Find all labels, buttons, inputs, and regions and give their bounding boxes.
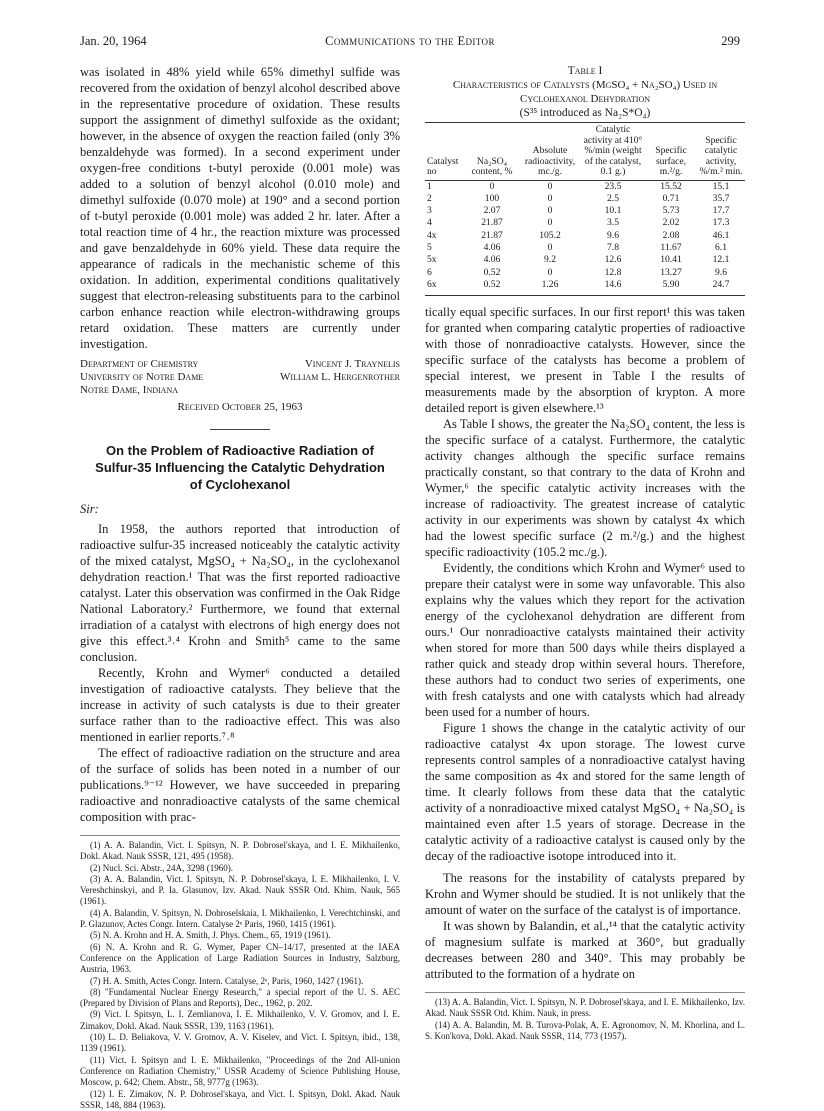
signature-inst-line: Department of Chemistry xyxy=(80,358,199,370)
table-header-row xyxy=(425,123,745,181)
table-cell: 3.5 xyxy=(607,217,619,229)
running-header xyxy=(80,34,740,50)
table-cell: 6x xyxy=(427,278,437,290)
footnote: (10) L. D. Beliakova, V. V. Gromov, A. V. Kiselev, and Vict. I. Spitsyn, ibid., 138, 1139 (1961). xyxy=(80,1032,400,1054)
body-paragraph: Recently, Krohn and Wymer⁶ conducted a detailed investigation of radioactive catalysts. They believe that the increase in activity of such catalysts is due to their greater surface rather than to the radioactive effect. This was also mentioned in earlier reports.⁷˒⁸ xyxy=(80,666,400,744)
header-page-number: 299 xyxy=(721,34,740,48)
footnote: (5) N. A. Krohn and H. A. Smith, J. Phys. Chem., 65, 1919 (1961). xyxy=(90,930,331,941)
table-cell: 0 xyxy=(547,217,553,229)
table-title: Cyclohexanol Dehydration xyxy=(519,93,651,105)
table-cell: 5x xyxy=(427,254,437,266)
signature-institution xyxy=(80,358,203,397)
table-cell: 2.08 xyxy=(662,229,680,241)
article-title: On the Problem of Radioactive Radiation of Sulfur-35 Influencing the Catalytic Dehydration of Cyclohexanol xyxy=(95,443,385,492)
table-cell: 3 xyxy=(427,205,432,217)
table-cell: 9.2 xyxy=(544,254,556,266)
table-cell: 9.6 xyxy=(715,266,727,278)
table-cell: 12.1 xyxy=(712,254,730,266)
table-cell: 11.67 xyxy=(660,241,682,253)
table-cell: 12.6 xyxy=(604,254,622,266)
table-cell: 5.90 xyxy=(662,278,680,290)
table-cell: 15.1 xyxy=(712,180,730,192)
table-header-cell: Specific surface, m.²/g. xyxy=(655,145,687,177)
table-cell: 0.52 xyxy=(483,278,501,290)
table-cell: 12.8 xyxy=(604,266,622,278)
body-paragraph: As Table I shows, the greater the Na₂SO₄ content, the less is the specific surface of a catalyst. Furthermore, the catalytic activity changes although the specific surface remains practically constant, so that contrary to the data of Krohn and Wymer,⁶ the specific catalytic activity increases with the increase of radioactivity. The greatest increase of catalytic activity in our experiments was shown by catalyst 4x which had the lowest specific surface (2 m.²/g.) and the highest specific radioactivity (105.2 mc./g.). xyxy=(425,417,745,560)
table-cell: 46.1 xyxy=(712,229,730,241)
body-paragraph: The reasons for the instability of catalysts prepared by Krohn and Wymer should be studied. It is not unlikely that the amount of water on the surface of the catalyst is of importance. xyxy=(425,871,745,918)
right-body xyxy=(425,304,745,982)
signature-inst-line: Notre Dame, Indiana xyxy=(80,384,179,396)
table-cell: 17.7 xyxy=(712,205,730,217)
footnote: (3) A. A. Balandin, Vict. I. Spitsyn, N. P. Dobrosel'skaya, I. E. Mikhailenko, I. V. Vereshchinskyi, and P. Ia. Glasunov, Izv. Akad. Nauk SSSR Otd. Khim. Nauk, 565 (1961). xyxy=(80,873,400,907)
table-cell: 21.87 xyxy=(481,217,503,229)
table-cell: 14.6 xyxy=(604,278,622,290)
table-cell: 0 xyxy=(547,266,553,278)
table-cell: 100 xyxy=(484,192,500,204)
table-header-cell: Absolute radioactivity, mc./g. xyxy=(524,145,576,177)
table-cell: 1.26 xyxy=(541,278,559,290)
footnote: (9) Vict. I. Spitsyn, L. I. Zemlianova, I. E. Mikhailenko, V. V. Gromov, and I. E. Zimakov, Dokl. Akad. Nauk SSSR, 139, 1163 (1961). xyxy=(80,1009,400,1031)
footnote: (1) A. A. Balandin, Vict. I. Spitsyn, N. P. Dobrosel'skaya, and I. E. Mikhailenko, Dokl. Akad. Nauk SSSR, 121, 495 (1958). xyxy=(80,840,400,862)
footnotes-right xyxy=(425,992,745,1042)
footnotes-left xyxy=(80,835,400,1111)
signature-authors xyxy=(280,358,400,397)
table-cell: 4.06 xyxy=(483,241,501,253)
table-row xyxy=(425,217,745,229)
table-row xyxy=(425,205,745,217)
table-cell: 6.1 xyxy=(715,241,727,253)
table-cell: 5.73 xyxy=(662,205,680,217)
table-row xyxy=(425,267,745,279)
table-cell: 4 xyxy=(427,217,432,229)
table-row xyxy=(425,279,745,296)
body-paragraph: Figure 1 shows the change in the catalytic activity of our radioactive catalyst 4x upon storage. The lowest curve represents control samples of a nonradioactive catalyst having the same composition as 4x and stored for the same length of time. It clearly follows from these data that the catalytic activity of a nonradioactive mixed catalyst MgSO₄ + Na₂SO₄ is maintained even after 1.5 years of storage. Decrease in the catalytic activity of a radioactive catalyst is caused only by the decay of the radioactive isotope introduced into it. xyxy=(425,721,745,864)
table-body xyxy=(425,180,745,296)
table-cell: 0.52 xyxy=(483,266,501,278)
table-cell: 2 xyxy=(427,192,432,204)
table-header-cell: Na₂SO₄ content, % xyxy=(471,155,513,177)
table-cell: 24.7 xyxy=(712,278,730,290)
footnote: (14) A. A. Balandin, M. B. Turova-Polak, A. E. Agronomov, N. M. Khorlina, and L. S. Kon'kova, Dokl. Akad. Nauk SSSR, 114, 773 (1957). xyxy=(425,1019,745,1042)
table-cell: 0 xyxy=(547,205,553,217)
received-date: Received October 25, 1963 xyxy=(177,401,303,413)
salutation: Sir: xyxy=(80,502,99,516)
table-cell: 0 xyxy=(547,241,553,253)
table-row xyxy=(425,242,745,254)
left-column xyxy=(80,64,400,1111)
table-row xyxy=(425,254,745,266)
table-cell: 15.52 xyxy=(660,180,682,192)
continued-paragraph: was isolated in 48% yield while 65% dimethyl sulfide was recovered from the oxidation of benzyl alcohol described above in the representative procedure of oxidation. These results support the assignment of dimethyl sulfoxide as the oxidant; however, in the absence of oxygen the reaction failed (only 3% benzaldehyde was formed). In a second experiment under oxygen-free conditions t-butyl peroxide (0.001 mole) was added to a solution of benzyl alcohol (0.010 mole) and dimethyl sulfoxide (0.070 mole) at 190° and a second portion of t-butyl peroxide (0.001 mole) was added 2 hr. later. After a total reaction time of 4 hr., the reaction mixture was processed and gave benzaldehyde in 60% yield. These data require the appearance of radicals in the mechanistic scheme of this oxidation. In addition, experimental conditions qualitatively suggest that electron-releasing substituents para to the carbinol carbon enhance reaction while electron-withdrawing groups retard oxidation. These matters are currently under investigation. xyxy=(80,65,400,351)
header-date: Jan. 20, 1964 xyxy=(80,34,147,48)
table-header-cell: Catalytic activity at 410° %/min (weight of the catalyst, 0.1 g.) xyxy=(583,124,643,177)
table-cell: 4.06 xyxy=(483,254,501,266)
body-paragraph: The effect of radioactive radiation on the structure and area of the surface of solids has been noted in a number of our publications.⁹⁻¹² However, we have succeeded in preparing radioactive and nonradioactive catalysts of the same chemical composition with prac- xyxy=(80,746,400,824)
footnote: (12) I. E. Zimakov, N. P. Dobrosel'skaya, and Vict. I. Spitsyn, Dokl. Akad. Nauk SSSR, 148, 884 (1963). xyxy=(80,1088,400,1110)
table-row xyxy=(425,180,745,193)
body-paragraph: In 1958, the authors reported that introduction of radioactive sulfur-35 increased noticeably the catalytic activity of the mixed catalyst, MgSO₄ + Na₂SO₄, in the cyclohexanol dehydration reaction.¹ That was the first reported radioactive catalyst. Later this observation was confirmed in the Oak Ridge National Laboratory.² Furthermore, we found that external irradiation of a catalyst with electrons of high energy does not give this effect.³˒⁴ Krohn and Smith⁵ came to the same conclusion. xyxy=(80,522,400,664)
body-paragraph: tically equal specific surfaces. In our first report¹ this was taken for granted when comparing catalytic properties of radioactive with those of nonradioactive catalysts. However, since the specific surface of the catalysts has become a problem of special interest, we present in Table I the results of measurements made by the absorption of krypton. A more detailed report is given elsewhere.¹³ xyxy=(425,305,745,416)
table-header-cell: Catalyst no xyxy=(427,155,459,177)
footnote: (6) N. A. Krohn and R. G. Wymer, Paper CN–14/17, presented at the IAEA Conference on the Application of Large Radiation Sources in Industry, Salzburg, Austria, 1963. xyxy=(80,941,400,975)
table-row xyxy=(425,193,745,205)
right-column xyxy=(425,64,745,1042)
header-journal: Communications to the Editor xyxy=(325,34,495,48)
table-cell: 0.71 xyxy=(662,192,680,204)
table-cell: 17.3 xyxy=(712,217,730,229)
table-cell: 10.41 xyxy=(660,254,682,266)
table-cell: 105.2 xyxy=(539,229,561,241)
table-number: Table I xyxy=(567,65,603,77)
table-cell: 10.1 xyxy=(604,205,622,217)
footnote: (8) "Fundamental Nuclear Energy Research," a special report of the U. S. AEC (Prepared by Division of Plans and Reports), Dec., 1962, p. 202. xyxy=(80,986,400,1009)
section-divider xyxy=(210,429,270,430)
table-title: Characteristics of Catalysts (MgSO₄ + Na₂SO₄) Used in xyxy=(452,79,718,91)
table-cell: 5 xyxy=(427,241,432,253)
table-header-cell: Specific catalytic activity, %/m.² min. xyxy=(699,134,743,177)
table-cell: 21.87 xyxy=(481,229,503,241)
table-cell: 6 xyxy=(427,266,432,278)
table-cell: 0 xyxy=(547,192,553,204)
table-cell: 7.8 xyxy=(607,241,619,253)
table-cell: 1 xyxy=(427,180,432,192)
footnote: (11) Vict. I. Spitsyn and I. E. Mikhailenko, "Proceedings of the 2nd All-union Conference on Radiation Chemistry," USSR Academy of Science Publishing House, Moscow, p. 642; Chem. Abstr., 58, 9777g (1963). xyxy=(80,1054,400,1088)
table-cell: 0 xyxy=(489,180,495,192)
table-cell: 9.6 xyxy=(607,229,619,241)
table-subtitle: (S³⁵ introduced as Na₂S*O₄) xyxy=(519,107,651,119)
table-cell: 23.5 xyxy=(604,180,622,192)
body-paragraph: Evidently, the conditions which Krohn and Wymer⁶ used to prepare their catalyst were in some way unfavorable. This also explains why the values which they report for the activation energy of the cyclohexanol dehydration are different from ours.¹ Our nonradioactive catalysts maintained their activity when stored for more than 500 days while theirs displayed a rather quick and steady drop within several hours. Therefore, these authors had to conduct two series of experiments, one with fresh catalysts and one with catalysts which had already been used for a number of hours. xyxy=(425,561,745,720)
footnote: (13) A. A. Balandin, Vict. I. Spitsyn, N. P. Dobrosel'skaya, and I. E. Mikhailenko, Izv. Akad. Nauk SSSR Otd. Khim. Nauk, in press. xyxy=(425,997,745,1019)
signature-author: Vincent J. Traynelis xyxy=(304,358,400,370)
footnote: (7) H. A. Smith, Actes Congr. Intern. Catalyse, 2ᵉ, Paris, 1960, 1427 (1961). xyxy=(90,975,364,986)
table-cell: 35.7 xyxy=(712,192,730,204)
table-cell: 2.5 xyxy=(607,192,619,204)
signature-inst-line: University of Notre Dame xyxy=(80,371,204,383)
table-cell: 13.27 xyxy=(660,266,682,278)
signature-block xyxy=(80,358,400,397)
table-row xyxy=(425,230,745,242)
catalyst-table xyxy=(425,122,745,296)
table-cell: 4x xyxy=(427,229,437,241)
footnote: (4) A. Balandin, V. Spitsyn, N. Dobroselskaia, I. Mikhailenko, I. Verechtchinski, and P. Glazunov, Actes Congr. Intern. Catalyse 2ᵉ Paris, 1960, 1415 (1961). xyxy=(80,907,400,930)
signature-author: William L. Hergenrother xyxy=(280,371,400,383)
table-cell: 2.07 xyxy=(483,205,501,217)
table-cell: 0 xyxy=(547,180,553,192)
table-cell: 2.02 xyxy=(662,217,680,229)
table-caption xyxy=(425,64,745,120)
footnote: (2) Nucl. Sci. Abstr., 24A, 3298 (1960). xyxy=(90,862,233,873)
body-paragraph: It was shown by Balandin, et al.,¹⁴ that the catalytic activity of magnesium sulfate is marked at 360°, but gradually decreases between 280 and 340°. This may probably be attributed to the formation of a hydrate on xyxy=(425,919,745,982)
